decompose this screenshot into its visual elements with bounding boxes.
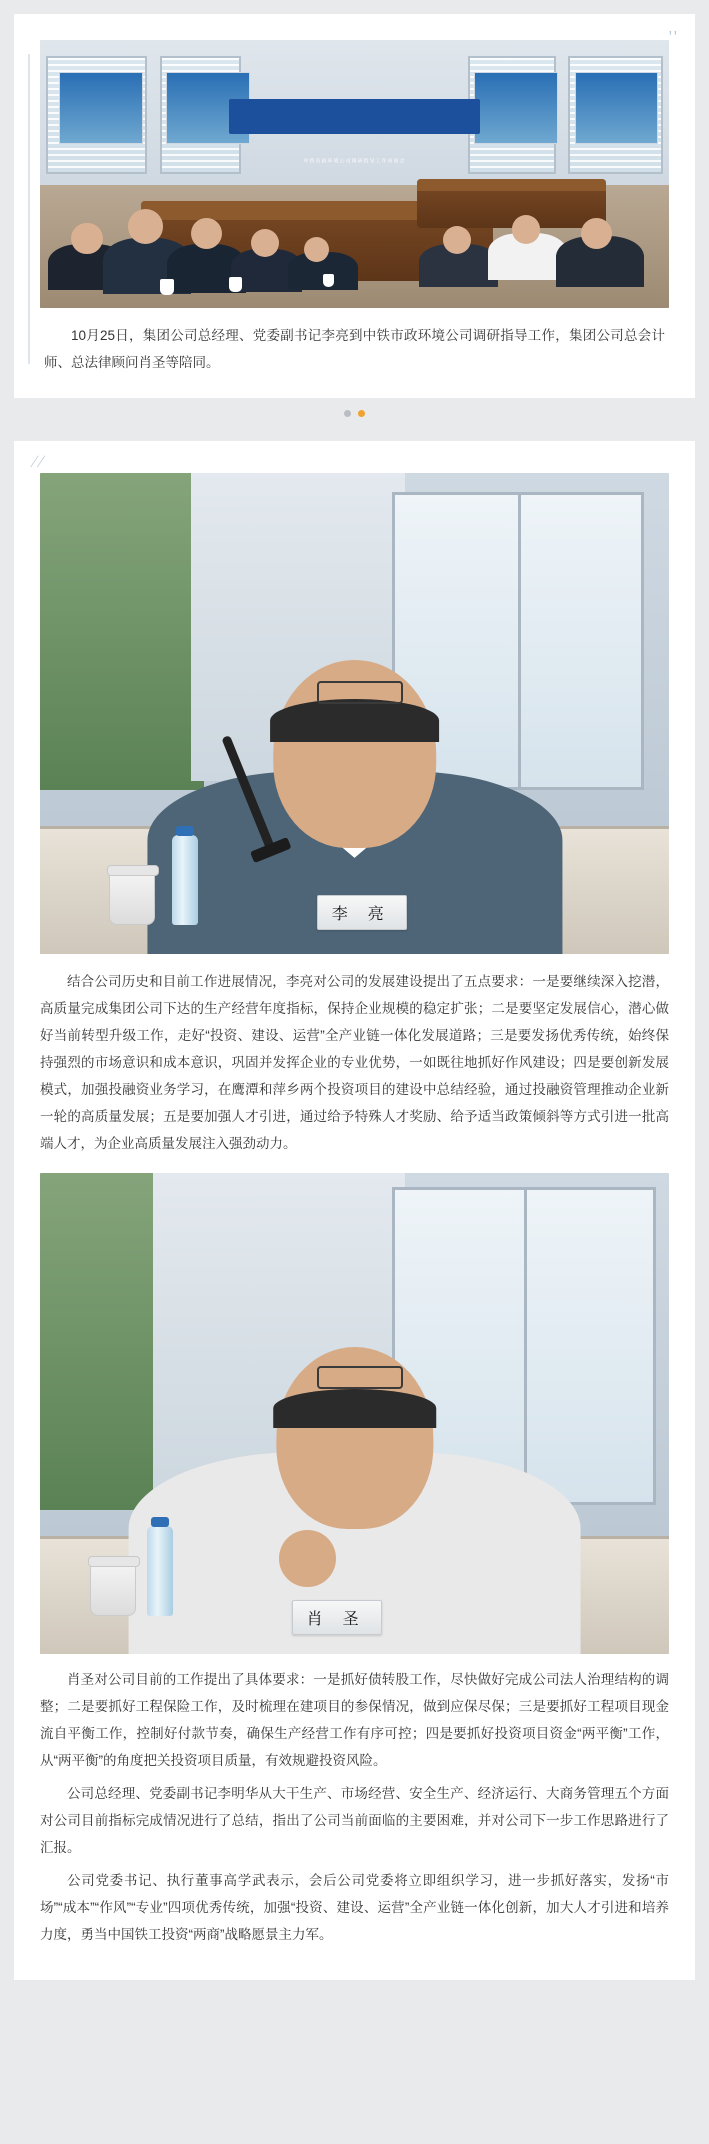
- tea-cup: [90, 1562, 136, 1616]
- cup: [229, 277, 242, 292]
- water-bottle: [172, 835, 198, 925]
- attendee-head: [304, 237, 329, 262]
- speaker-hand: [279, 1530, 336, 1587]
- article-page: [0, 14, 709, 1980]
- green-wall: [40, 1173, 166, 1510]
- li-liang-speaking-photo: [40, 473, 669, 954]
- attendee-head: [251, 229, 279, 257]
- attendee-head: [128, 209, 163, 244]
- glasses-icon: [317, 681, 403, 704]
- slash-mark-icon: //: [28, 452, 49, 471]
- attendee-head: [443, 226, 471, 254]
- poster-right-1: [474, 72, 558, 144]
- attendee: [178, 244, 235, 306]
- paragraph-li-minghua: 公司总经理、党委副书记李明华从大干生产、市场经营、安全生产、经济运行、大商务管理五个方面对公司目前指标完成情况进行了总结，指出了公司当前面临的主要困难，并对公司下一步工作思路进行了汇报。: [40, 1786, 669, 1855]
- meeting-banner: [229, 99, 481, 165]
- nameplate: 李 亮: [317, 895, 407, 930]
- speaker-hair: [273, 1389, 437, 1427]
- attendee-head: [581, 218, 612, 249]
- carousel-dot-1[interactable]: [344, 410, 351, 417]
- quote-mark-icon: '': [668, 27, 679, 46]
- photo-caption: 10月25日，集团公司总经理、党委副书记李亮到中铁市政环境公司调研指导工作，集团公司总会计师、总法律顾问肖圣等陪同。: [44, 328, 665, 370]
- paragraph-li-liang: 结合公司历史和目前工作进展情况，李亮对公司的发展建设提出了五点要求：一是要继续深入挖潜，高质量完成集团公司下达的生产经营年度指标，保持企业规模的稳定扩张；二是要坚定发展信心，潜心做好当前转型升级工作，走好“投资、建设、运营”全产业链一体化发展道路；三是要发扬优秀传统，始终保持强烈的市场意识和成本意识，巩固并发挥企业的专业优势，一如既往地抓好作风建设；四是要创新发展模式，加强投融资业务学习，在鹰潭和萍乡两个投资项目的建设中总结经验，通过投融资管理推动企业新一轮的高质量发展；五是要加强人才引进，通过给予特殊人才奖励、给予适当政策倾斜等方式引进一批高端人才，为企业高质量发展注入强劲动力。: [40, 974, 669, 1151]
- green-wall: [40, 473, 204, 790]
- xiao-sheng-speaking-photo: [40, 1173, 669, 1654]
- paragraph-xiao-sheng: 肖圣对公司目前的工作提出了具体要求：一是抓好债转股工作，尽快做好完成公司法人治理结构的调整；二是要抓好工程保险工作，及时梳理在建项目的参保情况，做到应保尽保；三是要抓好工程项目现金流自平衡工作，控制好付款节奏，确保生产经营工作有序可控；四是要抓好投资项目资金“两平衡”工作，从“两平衡”的角度把关投资项目质量，有效规避投资风险。: [40, 1672, 669, 1768]
- cup: [323, 274, 334, 287]
- carousel-dot-2[interactable]: [358, 410, 365, 417]
- poster-right-2: [575, 72, 659, 144]
- article-card-meeting: [14, 14, 695, 398]
- attendee-head: [71, 223, 102, 254]
- speaker-hair: [270, 699, 440, 742]
- paragraph-gao-xuewu: 公司党委书记、执行董事高学武表示，会后公司党委将立即组织学习，进一步抓好落实，发扬“市场”“成本”“作风”“专业”四项优秀传统，加强“投资、建设、运营”全产业链一体化创新，加大人才引进和培养力度，勇当中国铁工投资“两商”战略愿景主力军。: [40, 1873, 669, 1942]
- left-rule-divider: [28, 54, 30, 364]
- nameplate: 肖 圣: [292, 1600, 382, 1635]
- article-card-detail: [14, 441, 695, 1980]
- meeting-room-photo: [40, 40, 669, 308]
- cup: [160, 279, 174, 295]
- glasses-icon: [317, 1366, 403, 1389]
- water-bottle: [147, 1526, 173, 1616]
- tea-cup: [109, 871, 155, 925]
- meeting-banner-text: 中铁市政环境公司调研指导工作座谈会: [303, 158, 406, 165]
- attendee-head: [191, 218, 222, 249]
- carousel-dots[interactable]: [0, 398, 709, 427]
- attendee-head: [512, 215, 540, 243]
- poster-left-1: [59, 72, 143, 144]
